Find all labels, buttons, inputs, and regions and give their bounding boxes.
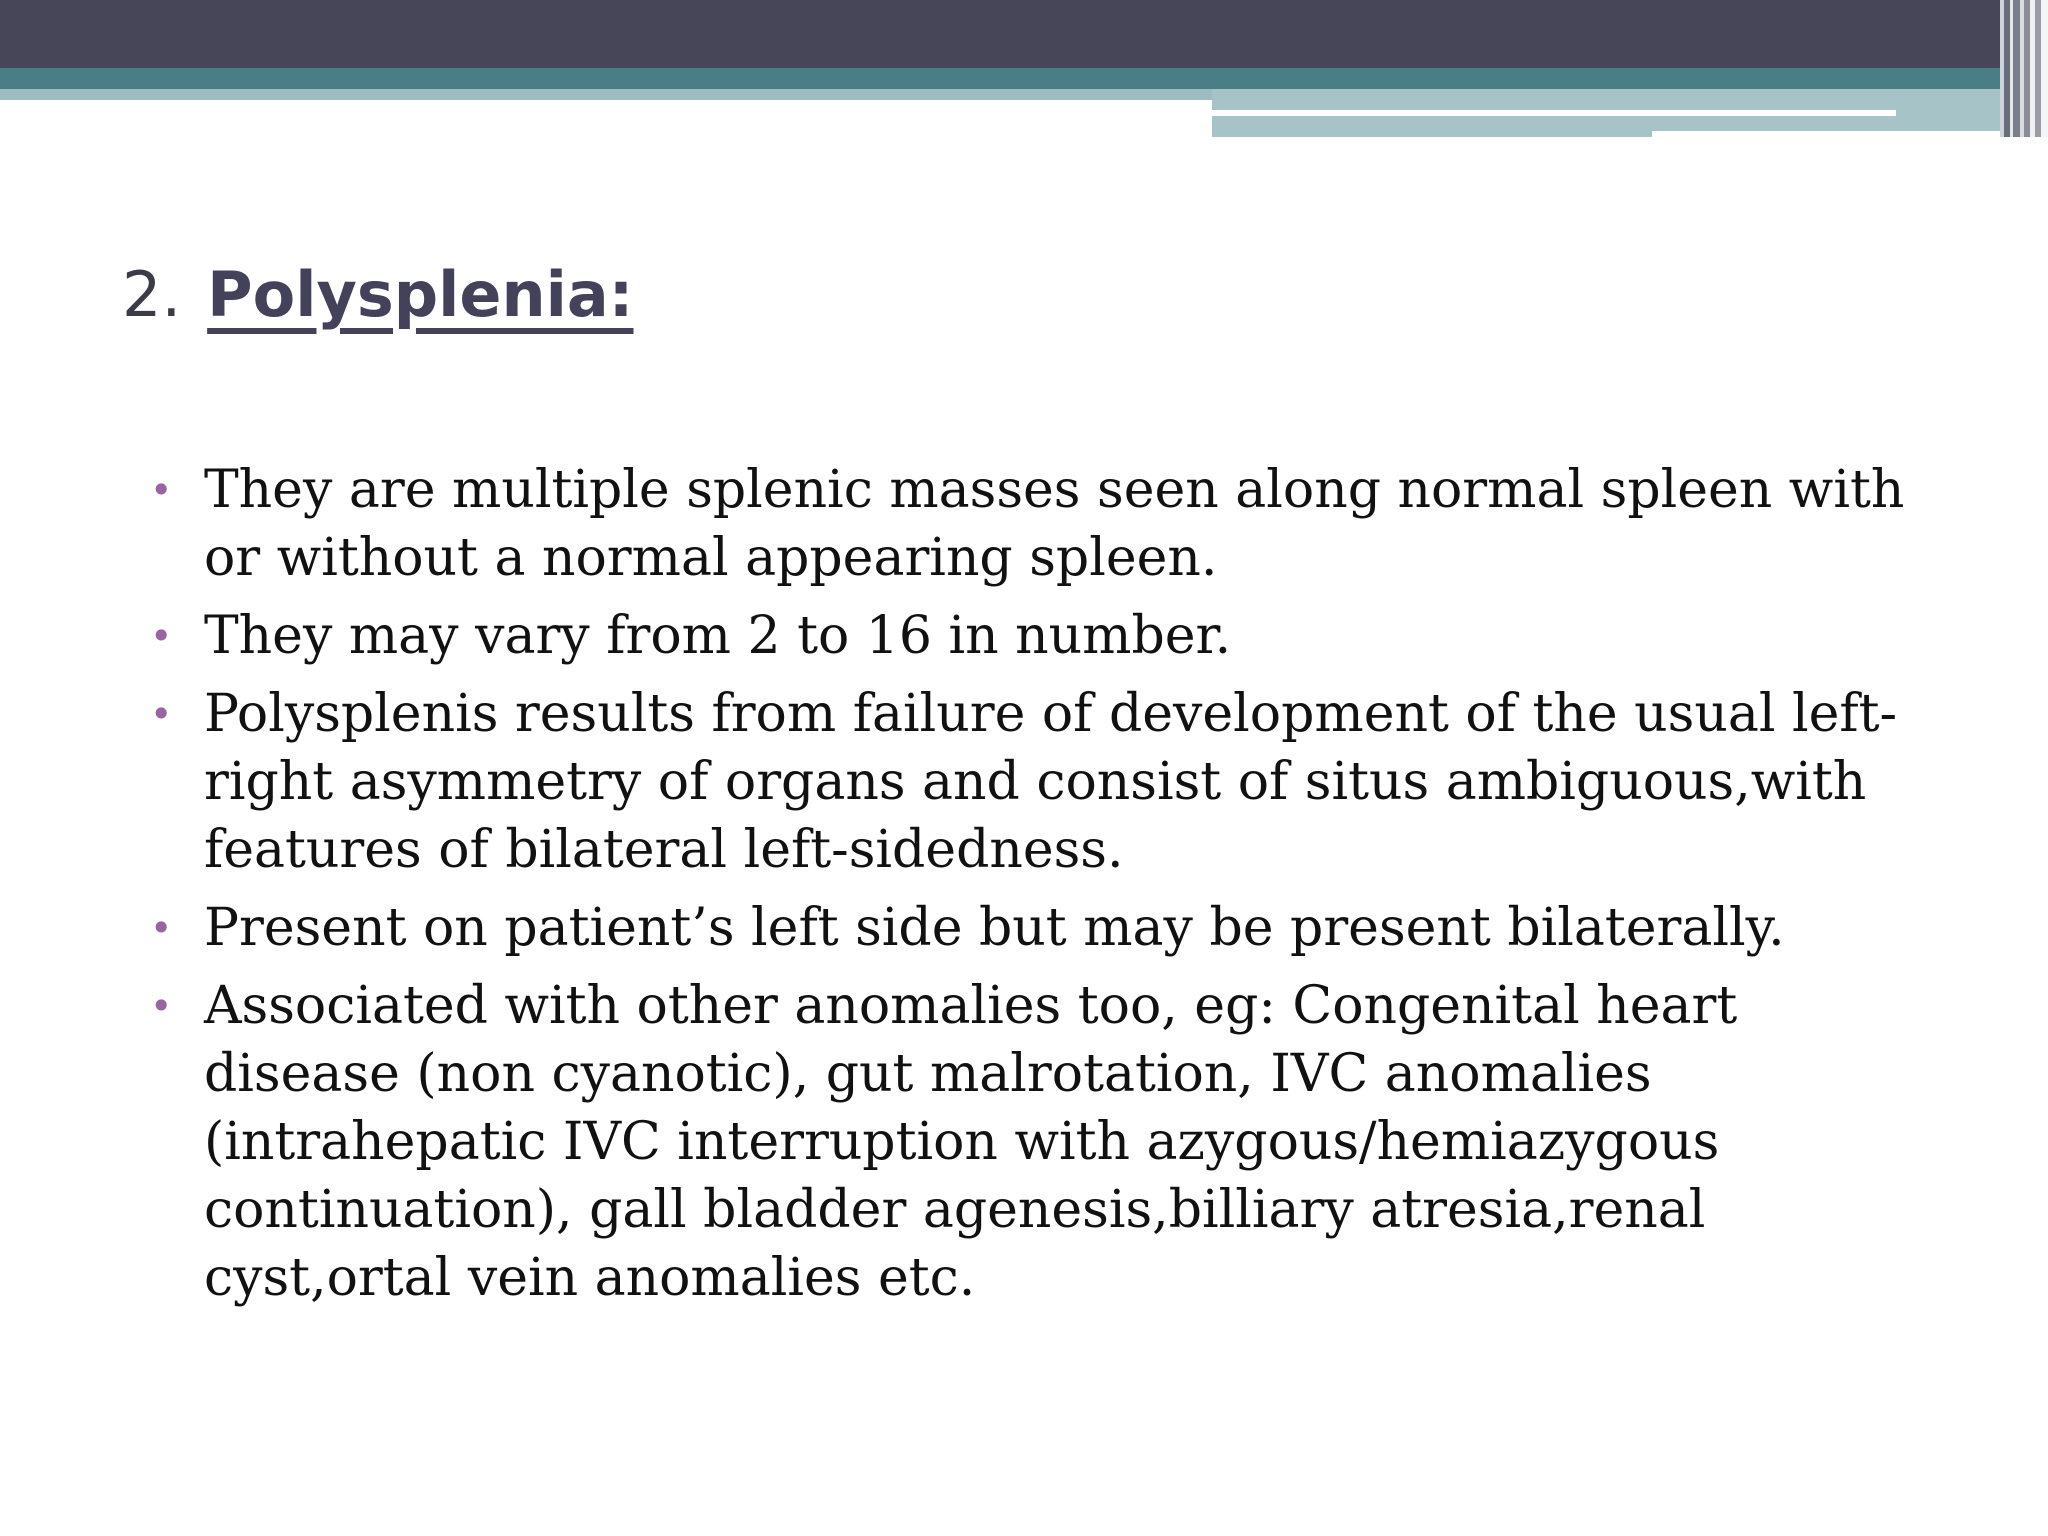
bullet-item bbox=[148, 972, 1908, 1312]
bullet-item bbox=[148, 456, 1908, 592]
bullet-icon: • bbox=[150, 468, 173, 512]
header-stripes bbox=[2000, 0, 2048, 137]
bullet-text: They are multiple splenic masses seen along normal spleen with or without a normal appearing spleen. bbox=[204, 460, 1905, 588]
bullet-item bbox=[148, 602, 1908, 670]
slide-title bbox=[122, 258, 633, 331]
header-band-dark bbox=[0, 0, 2048, 68]
bullet-icon: • bbox=[150, 984, 173, 1028]
bullet-item bbox=[148, 680, 1908, 884]
bullet-text: Present on patient’s left side but may be present bilaterally. bbox=[204, 898, 1785, 958]
header-divider-line bbox=[1212, 110, 1896, 116]
bullet-icon: • bbox=[150, 906, 173, 950]
bullet-list bbox=[148, 456, 1908, 1322]
bullet-text: Polysplenis results from failure of development of the usual left-right asymmetry of organs and consist of situs ambiguous,with features of bilateral left-sidedness. bbox=[204, 684, 1898, 880]
title-text: Polysplenia: bbox=[207, 258, 634, 331]
bullet-text: They may vary from 2 to 16 in number. bbox=[204, 606, 1232, 666]
header-band-teal bbox=[0, 68, 2048, 89]
bullet-icon: • bbox=[150, 614, 173, 658]
bullet-item bbox=[148, 894, 1908, 962]
bullet-text: Associated with other anomalies too, eg: Congenital heart disease (non cyanotic), gut malrotation, IVC anomalies (intrahepatic IVC interruption with azygous/hemiazygous continuation), gall bladder agenesis,billiary atresia,renal cyst,ortal vein anomalies etc. bbox=[204, 976, 1738, 1308]
title-number: 2. bbox=[122, 258, 182, 331]
header-divider-line-lower bbox=[1652, 131, 2007, 137]
bullet-icon: • bbox=[150, 692, 173, 736]
header-band-light-left bbox=[0, 89, 1212, 100]
